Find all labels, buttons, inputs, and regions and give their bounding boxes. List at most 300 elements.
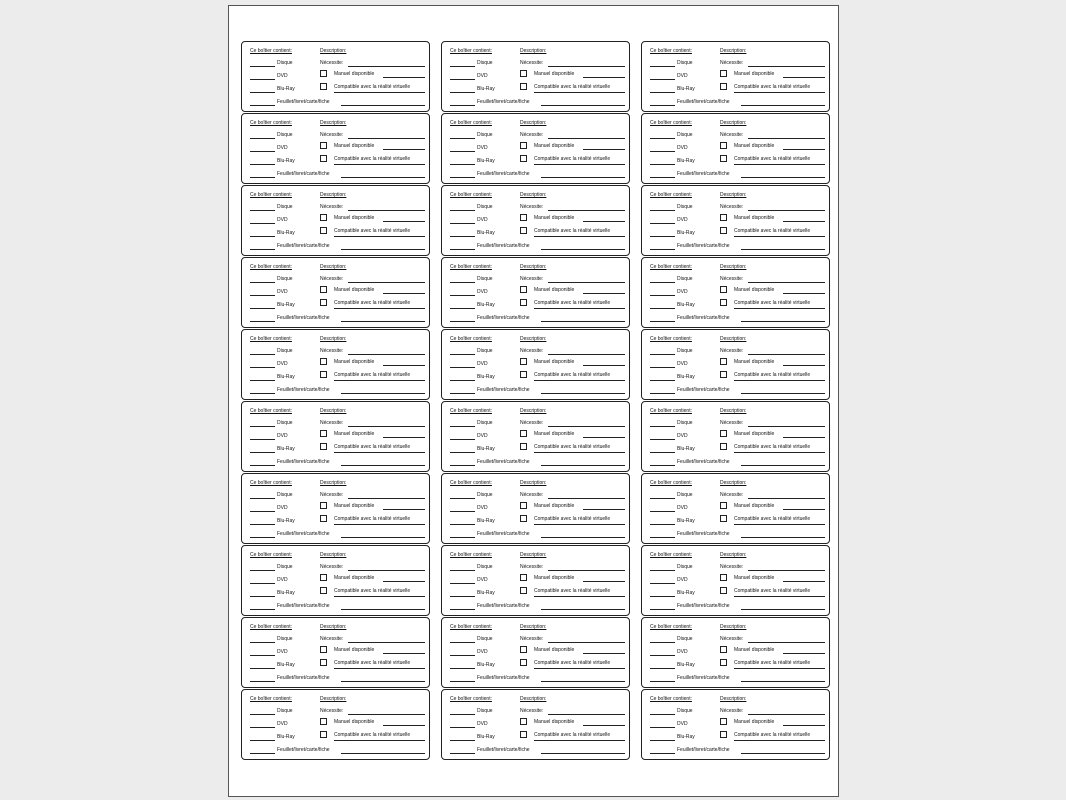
vr-blank[interactable]: [734, 740, 825, 741]
bluray-blank[interactable]: [650, 92, 675, 93]
insert-blank[interactable]: [741, 465, 825, 466]
requires-blank[interactable]: [348, 138, 425, 139]
manual-blank[interactable]: [383, 725, 425, 726]
insert-blank-short[interactable]: [450, 465, 475, 466]
bluray-blank[interactable]: [250, 740, 275, 741]
manual-checkbox[interactable]: [520, 574, 527, 581]
vr-checkbox[interactable]: [520, 371, 527, 378]
vr-blank[interactable]: [334, 308, 425, 309]
insert-blank-short[interactable]: [450, 321, 475, 322]
manual-checkbox[interactable]: [320, 142, 327, 149]
insert-blank-short[interactable]: [650, 537, 675, 538]
disque-blank[interactable]: [650, 210, 675, 211]
vr-blank[interactable]: [334, 596, 425, 597]
requires-blank[interactable]: [748, 426, 825, 427]
bluray-blank[interactable]: [250, 236, 275, 237]
dvd-blank[interactable]: [650, 79, 675, 80]
disque-blank[interactable]: [450, 498, 475, 499]
dvd-blank[interactable]: [650, 151, 675, 152]
dvd-blank[interactable]: [450, 79, 475, 80]
disque-blank[interactable]: [250, 642, 275, 643]
manual-blank[interactable]: [583, 437, 625, 438]
vr-blank[interactable]: [534, 668, 625, 669]
manual-blank[interactable]: [383, 77, 425, 78]
vr-blank[interactable]: [734, 524, 825, 525]
vr-blank[interactable]: [734, 452, 825, 453]
bluray-blank[interactable]: [250, 380, 275, 381]
dvd-blank[interactable]: [450, 439, 475, 440]
manual-blank[interactable]: [783, 725, 825, 726]
bluray-blank[interactable]: [650, 524, 675, 525]
bluray-blank[interactable]: [450, 164, 475, 165]
insert-blank[interactable]: [541, 681, 625, 682]
insert-blank-short[interactable]: [250, 681, 275, 682]
requires-blank[interactable]: [348, 642, 425, 643]
bluray-blank[interactable]: [650, 380, 675, 381]
manual-checkbox[interactable]: [520, 70, 527, 77]
insert-blank-short[interactable]: [450, 105, 475, 106]
manual-blank[interactable]: [583, 149, 625, 150]
manual-blank[interactable]: [783, 77, 825, 78]
bluray-blank[interactable]: [450, 524, 475, 525]
manual-checkbox[interactable]: [520, 358, 527, 365]
dvd-blank[interactable]: [650, 583, 675, 584]
disque-blank[interactable]: [450, 426, 475, 427]
manual-blank[interactable]: [383, 509, 425, 510]
requires-blank[interactable]: [748, 498, 825, 499]
dvd-blank[interactable]: [250, 727, 275, 728]
requires-blank[interactable]: [548, 282, 625, 283]
insert-blank-short[interactable]: [250, 105, 275, 106]
requires-blank[interactable]: [748, 66, 825, 67]
bluray-blank[interactable]: [450, 740, 475, 741]
dvd-blank[interactable]: [650, 223, 675, 224]
bluray-blank[interactable]: [650, 740, 675, 741]
vr-checkbox[interactable]: [520, 731, 527, 738]
disque-blank[interactable]: [650, 714, 675, 715]
requires-blank[interactable]: [348, 570, 425, 571]
manual-checkbox[interactable]: [720, 286, 727, 293]
manual-checkbox[interactable]: [520, 502, 527, 509]
vr-checkbox[interactable]: [320, 587, 327, 594]
manual-blank[interactable]: [583, 653, 625, 654]
manual-blank[interactable]: [583, 77, 625, 78]
insert-blank-short[interactable]: [250, 465, 275, 466]
insert-blank-short[interactable]: [650, 105, 675, 106]
vr-checkbox[interactable]: [520, 659, 527, 666]
insert-blank-short[interactable]: [250, 321, 275, 322]
vr-blank[interactable]: [534, 308, 625, 309]
insert-blank[interactable]: [741, 177, 825, 178]
insert-blank[interactable]: [741, 681, 825, 682]
bluray-blank[interactable]: [250, 452, 275, 453]
requires-blank[interactable]: [748, 714, 825, 715]
vr-checkbox[interactable]: [720, 371, 727, 378]
vr-blank[interactable]: [734, 164, 825, 165]
vr-blank[interactable]: [534, 452, 625, 453]
vr-blank[interactable]: [734, 308, 825, 309]
manual-checkbox[interactable]: [520, 718, 527, 725]
vr-blank[interactable]: [334, 92, 425, 93]
insert-blank[interactable]: [741, 753, 825, 754]
vr-checkbox[interactable]: [720, 155, 727, 162]
manual-blank[interactable]: [583, 725, 625, 726]
bluray-blank[interactable]: [650, 236, 675, 237]
insert-blank-short[interactable]: [650, 393, 675, 394]
dvd-blank[interactable]: [250, 439, 275, 440]
requires-blank[interactable]: [548, 498, 625, 499]
insert-blank[interactable]: [541, 465, 625, 466]
disque-blank[interactable]: [650, 426, 675, 427]
vr-blank[interactable]: [734, 596, 825, 597]
bluray-blank[interactable]: [250, 596, 275, 597]
bluray-blank[interactable]: [450, 596, 475, 597]
manual-blank[interactable]: [383, 293, 425, 294]
disque-blank[interactable]: [250, 354, 275, 355]
vr-blank[interactable]: [334, 524, 425, 525]
manual-blank[interactable]: [383, 581, 425, 582]
disque-blank[interactable]: [650, 354, 675, 355]
insert-blank-short[interactable]: [450, 753, 475, 754]
requires-blank[interactable]: [348, 210, 425, 211]
bluray-blank[interactable]: [450, 92, 475, 93]
vr-blank[interactable]: [734, 380, 825, 381]
requires-blank[interactable]: [748, 354, 825, 355]
bluray-blank[interactable]: [250, 524, 275, 525]
vr-checkbox[interactable]: [520, 83, 527, 90]
manual-checkbox[interactable]: [520, 214, 527, 221]
requires-blank[interactable]: [348, 282, 425, 283]
vr-checkbox[interactable]: [320, 155, 327, 162]
vr-blank[interactable]: [534, 596, 625, 597]
dvd-blank[interactable]: [650, 727, 675, 728]
insert-blank-short[interactable]: [450, 681, 475, 682]
requires-blank[interactable]: [748, 642, 825, 643]
disque-blank[interactable]: [450, 138, 475, 139]
dvd-blank[interactable]: [450, 655, 475, 656]
manual-checkbox[interactable]: [720, 70, 727, 77]
vr-checkbox[interactable]: [720, 587, 727, 594]
manual-blank[interactable]: [583, 221, 625, 222]
insert-blank-short[interactable]: [250, 249, 275, 250]
manual-checkbox[interactable]: [320, 286, 327, 293]
vr-blank[interactable]: [534, 164, 625, 165]
manual-checkbox[interactable]: [520, 286, 527, 293]
disque-blank[interactable]: [450, 570, 475, 571]
insert-blank[interactable]: [741, 609, 825, 610]
vr-blank[interactable]: [534, 380, 625, 381]
disque-blank[interactable]: [250, 210, 275, 211]
vr-checkbox[interactable]: [720, 659, 727, 666]
bluray-blank[interactable]: [450, 380, 475, 381]
vr-checkbox[interactable]: [520, 443, 527, 450]
dvd-blank[interactable]: [250, 223, 275, 224]
manual-blank[interactable]: [383, 149, 425, 150]
disque-blank[interactable]: [250, 570, 275, 571]
disque-blank[interactable]: [250, 138, 275, 139]
vr-checkbox[interactable]: [520, 227, 527, 234]
dvd-blank[interactable]: [250, 583, 275, 584]
manual-blank[interactable]: [383, 365, 425, 366]
dvd-blank[interactable]: [650, 511, 675, 512]
disque-blank[interactable]: [450, 66, 475, 67]
vr-blank[interactable]: [334, 740, 425, 741]
bluray-blank[interactable]: [650, 668, 675, 669]
dvd-blank[interactable]: [650, 295, 675, 296]
insert-blank-short[interactable]: [250, 609, 275, 610]
manual-blank[interactable]: [583, 365, 625, 366]
requires-blank[interactable]: [548, 210, 625, 211]
insert-blank[interactable]: [541, 249, 625, 250]
manual-blank[interactable]: [783, 509, 825, 510]
manual-checkbox[interactable]: [320, 70, 327, 77]
vr-checkbox[interactable]: [720, 299, 727, 306]
insert-blank[interactable]: [541, 177, 625, 178]
insert-blank-short[interactable]: [650, 249, 675, 250]
disque-blank[interactable]: [450, 714, 475, 715]
insert-blank-short[interactable]: [450, 609, 475, 610]
insert-blank[interactable]: [741, 537, 825, 538]
disque-blank[interactable]: [450, 642, 475, 643]
vr-checkbox[interactable]: [320, 83, 327, 90]
manual-blank[interactable]: [783, 653, 825, 654]
vr-checkbox[interactable]: [320, 659, 327, 666]
dvd-blank[interactable]: [450, 583, 475, 584]
insert-blank-short[interactable]: [650, 753, 675, 754]
requires-blank[interactable]: [748, 282, 825, 283]
manual-checkbox[interactable]: [320, 718, 327, 725]
vr-blank[interactable]: [534, 92, 625, 93]
dvd-blank[interactable]: [450, 511, 475, 512]
bluray-blank[interactable]: [650, 308, 675, 309]
vr-blank[interactable]: [334, 164, 425, 165]
manual-checkbox[interactable]: [520, 430, 527, 437]
disque-blank[interactable]: [650, 282, 675, 283]
dvd-blank[interactable]: [250, 655, 275, 656]
vr-blank[interactable]: [534, 740, 625, 741]
manual-checkbox[interactable]: [320, 358, 327, 365]
manual-blank[interactable]: [783, 293, 825, 294]
disque-blank[interactable]: [250, 426, 275, 427]
requires-blank[interactable]: [548, 138, 625, 139]
insert-blank[interactable]: [341, 105, 425, 106]
bluray-blank[interactable]: [450, 452, 475, 453]
manual-checkbox[interactable]: [320, 214, 327, 221]
bluray-blank[interactable]: [450, 236, 475, 237]
manual-checkbox[interactable]: [320, 502, 327, 509]
manual-checkbox[interactable]: [320, 430, 327, 437]
insert-blank[interactable]: [341, 681, 425, 682]
requires-blank[interactable]: [748, 570, 825, 571]
bluray-blank[interactable]: [250, 308, 275, 309]
insert-blank[interactable]: [541, 393, 625, 394]
disque-blank[interactable]: [450, 210, 475, 211]
disque-blank[interactable]: [250, 282, 275, 283]
insert-blank[interactable]: [741, 393, 825, 394]
vr-checkbox[interactable]: [320, 515, 327, 522]
dvd-blank[interactable]: [450, 151, 475, 152]
insert-blank[interactable]: [541, 537, 625, 538]
dvd-blank[interactable]: [250, 367, 275, 368]
insert-blank-short[interactable]: [650, 321, 675, 322]
insert-blank[interactable]: [541, 321, 625, 322]
insert-blank-short[interactable]: [250, 177, 275, 178]
manual-checkbox[interactable]: [720, 142, 727, 149]
disque-blank[interactable]: [250, 714, 275, 715]
dvd-blank[interactable]: [450, 295, 475, 296]
insert-blank-short[interactable]: [650, 681, 675, 682]
vr-checkbox[interactable]: [720, 515, 727, 522]
requires-blank[interactable]: [748, 210, 825, 211]
bluray-blank[interactable]: [650, 164, 675, 165]
vr-blank[interactable]: [334, 236, 425, 237]
requires-blank[interactable]: [348, 66, 425, 67]
insert-blank-short[interactable]: [450, 177, 475, 178]
bluray-blank[interactable]: [450, 668, 475, 669]
disque-blank[interactable]: [450, 282, 475, 283]
disque-blank[interactable]: [650, 642, 675, 643]
dvd-blank[interactable]: [450, 223, 475, 224]
disque-blank[interactable]: [650, 66, 675, 67]
manual-checkbox[interactable]: [520, 646, 527, 653]
vr-blank[interactable]: [734, 236, 825, 237]
vr-blank[interactable]: [334, 452, 425, 453]
insert-blank[interactable]: [341, 537, 425, 538]
manual-blank[interactable]: [583, 509, 625, 510]
bluray-blank[interactable]: [450, 308, 475, 309]
vr-checkbox[interactable]: [320, 227, 327, 234]
insert-blank[interactable]: [341, 177, 425, 178]
insert-blank[interactable]: [741, 105, 825, 106]
dvd-blank[interactable]: [650, 439, 675, 440]
manual-blank[interactable]: [583, 293, 625, 294]
vr-checkbox[interactable]: [720, 83, 727, 90]
insert-blank[interactable]: [541, 609, 625, 610]
vr-blank[interactable]: [534, 236, 625, 237]
insert-blank[interactable]: [341, 609, 425, 610]
vr-checkbox[interactable]: [520, 155, 527, 162]
dvd-blank[interactable]: [450, 367, 475, 368]
manual-blank[interactable]: [583, 581, 625, 582]
manual-blank[interactable]: [783, 365, 825, 366]
insert-blank-short[interactable]: [450, 537, 475, 538]
requires-blank[interactable]: [548, 642, 625, 643]
disque-blank[interactable]: [650, 138, 675, 139]
manual-checkbox[interactable]: [520, 142, 527, 149]
insert-blank-short[interactable]: [250, 753, 275, 754]
insert-blank[interactable]: [741, 249, 825, 250]
vr-checkbox[interactable]: [320, 371, 327, 378]
insert-blank[interactable]: [741, 321, 825, 322]
manual-checkbox[interactable]: [720, 214, 727, 221]
dvd-blank[interactable]: [650, 367, 675, 368]
requires-blank[interactable]: [348, 426, 425, 427]
dvd-blank[interactable]: [250, 79, 275, 80]
requires-blank[interactable]: [548, 714, 625, 715]
manual-blank[interactable]: [783, 581, 825, 582]
vr-blank[interactable]: [734, 92, 825, 93]
manual-checkbox[interactable]: [720, 646, 727, 653]
manual-checkbox[interactable]: [720, 502, 727, 509]
vr-checkbox[interactable]: [520, 299, 527, 306]
disque-blank[interactable]: [650, 570, 675, 571]
vr-blank[interactable]: [734, 668, 825, 669]
requires-blank[interactable]: [748, 138, 825, 139]
insert-blank-short[interactable]: [250, 537, 275, 538]
dvd-blank[interactable]: [250, 295, 275, 296]
insert-blank-short[interactable]: [650, 465, 675, 466]
insert-blank-short[interactable]: [450, 393, 475, 394]
insert-blank[interactable]: [341, 753, 425, 754]
dvd-blank[interactable]: [250, 151, 275, 152]
manual-checkbox[interactable]: [720, 430, 727, 437]
vr-checkbox[interactable]: [720, 443, 727, 450]
insert-blank[interactable]: [541, 753, 625, 754]
insert-blank[interactable]: [341, 393, 425, 394]
manual-checkbox[interactable]: [720, 358, 727, 365]
vr-blank[interactable]: [334, 668, 425, 669]
vr-checkbox[interactable]: [320, 299, 327, 306]
manual-blank[interactable]: [383, 221, 425, 222]
bluray-blank[interactable]: [250, 92, 275, 93]
vr-checkbox[interactable]: [520, 515, 527, 522]
dvd-blank[interactable]: [650, 655, 675, 656]
dvd-blank[interactable]: [250, 511, 275, 512]
requires-blank[interactable]: [548, 570, 625, 571]
insert-blank[interactable]: [341, 321, 425, 322]
insert-blank[interactable]: [541, 105, 625, 106]
disque-blank[interactable]: [250, 66, 275, 67]
bluray-blank[interactable]: [650, 596, 675, 597]
requires-blank[interactable]: [548, 354, 625, 355]
manual-blank[interactable]: [783, 437, 825, 438]
vr-checkbox[interactable]: [320, 443, 327, 450]
insert-blank[interactable]: [341, 465, 425, 466]
disque-blank[interactable]: [450, 354, 475, 355]
manual-blank[interactable]: [783, 149, 825, 150]
vr-checkbox[interactable]: [520, 587, 527, 594]
disque-blank[interactable]: [250, 498, 275, 499]
disque-blank[interactable]: [650, 498, 675, 499]
requires-blank[interactable]: [348, 714, 425, 715]
manual-checkbox[interactable]: [320, 574, 327, 581]
vr-checkbox[interactable]: [320, 731, 327, 738]
insert-blank[interactable]: [341, 249, 425, 250]
vr-checkbox[interactable]: [720, 227, 727, 234]
manual-blank[interactable]: [383, 653, 425, 654]
manual-blank[interactable]: [783, 221, 825, 222]
manual-checkbox[interactable]: [720, 718, 727, 725]
bluray-blank[interactable]: [250, 668, 275, 669]
insert-blank-short[interactable]: [250, 393, 275, 394]
bluray-blank[interactable]: [650, 452, 675, 453]
requires-blank[interactable]: [548, 426, 625, 427]
requires-blank[interactable]: [348, 354, 425, 355]
manual-checkbox[interactable]: [720, 574, 727, 581]
insert-blank-short[interactable]: [650, 609, 675, 610]
bluray-blank[interactable]: [250, 164, 275, 165]
vr-blank[interactable]: [534, 524, 625, 525]
requires-blank[interactable]: [348, 498, 425, 499]
vr-checkbox[interactable]: [720, 731, 727, 738]
requires-blank[interactable]: [548, 66, 625, 67]
insert-blank-short[interactable]: [450, 249, 475, 250]
dvd-blank[interactable]: [450, 727, 475, 728]
manual-checkbox[interactable]: [320, 646, 327, 653]
manual-blank[interactable]: [383, 437, 425, 438]
vr-blank[interactable]: [334, 380, 425, 381]
insert-blank-short[interactable]: [650, 177, 675, 178]
